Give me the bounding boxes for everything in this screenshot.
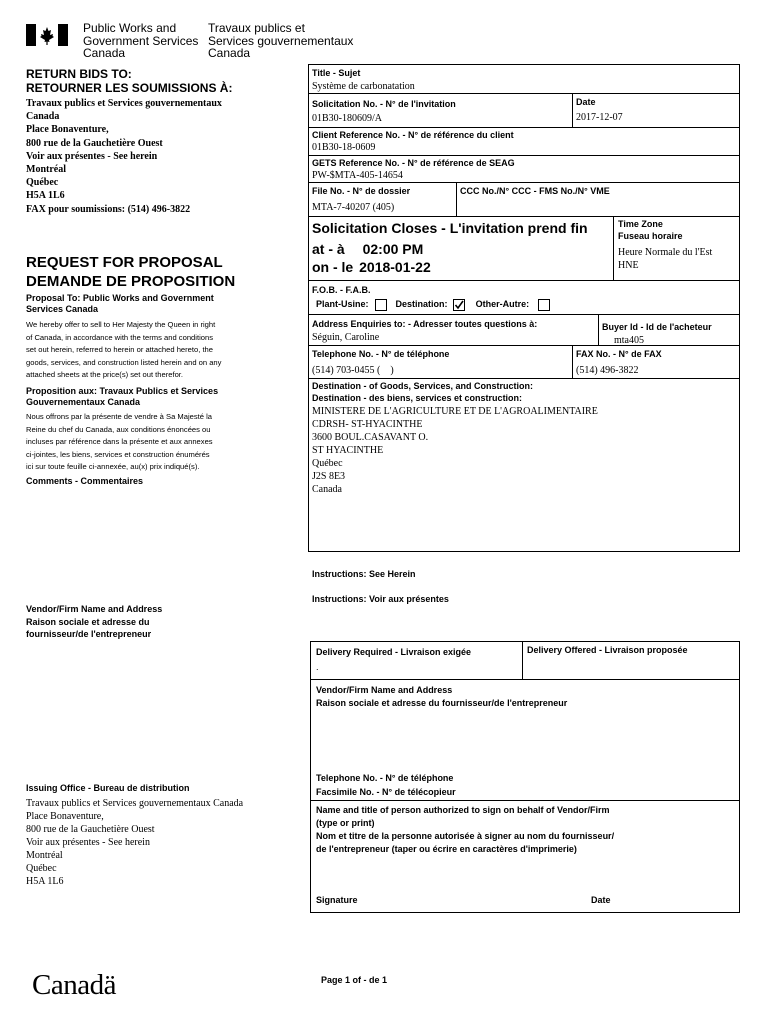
- instructions-en: Instructions: See Herein: [312, 569, 416, 579]
- delivery-offered-label: Delivery Offered - Livraison proposée: [527, 645, 688, 655]
- proposal-to-text: [26, 319, 221, 382]
- return-bids-title-en: RETURN BIDS TO:: [26, 67, 132, 81]
- client-reference-value: 01B30-18-0609: [312, 142, 376, 153]
- canada-flag-logo: [26, 24, 68, 46]
- dept-en-line: Government Services: [83, 33, 199, 48]
- destination-address: [312, 405, 598, 496]
- text-line: set out herein, referred to herein or attached hereto, the: [26, 345, 214, 354]
- signature-date-label: Date: [591, 895, 611, 905]
- text-line: goods, services, and construction listed herein and on any: [26, 357, 222, 367]
- telephone-label: Telephone No. - N° de téléphone: [312, 349, 450, 359]
- close-date-row: [312, 259, 431, 276]
- proposition-heading: [26, 386, 218, 408]
- heading-line: Services Canada: [26, 304, 99, 314]
- address-line: Montréal: [26, 164, 66, 176]
- return-bids-title-fr: RETOURNER LES SOUMISSIONS À:: [26, 81, 233, 95]
- text-line: of Canada, in accordance with the terms and conditions: [26, 332, 213, 342]
- on-label: on - le: [312, 259, 354, 275]
- auth-label-line: (type or print): [316, 818, 375, 828]
- text-line: ici sur toute feuille ci-annexée, au(x) prix indiqué(s).: [26, 462, 200, 471]
- destination-label-block: [312, 380, 533, 404]
- close-date-value: 2018-01-22: [359, 259, 431, 275]
- title-label: Title - Sujet: [312, 68, 361, 78]
- vendor-label-fr: fournisseur/de l'entrepreneur: [26, 629, 152, 639]
- address-line: Place Bonaventure,: [26, 124, 109, 136]
- text-line: Reine du chef du Canada, aux conditions énoncées ou: [26, 424, 211, 434]
- tz-line: Fuseau horaire: [618, 230, 683, 241]
- buyer-id-value: mta405: [614, 335, 644, 346]
- vendor-label-line: Raison sociale et adresse du fournisseur/de l'entrepreneur: [316, 697, 568, 708]
- delivery-required-value[interactable]: .: [316, 662, 319, 672]
- dept-fr-line: Travaux publics et: [208, 21, 305, 35]
- auth-label-line: de l'entrepreneur (taper ou écrire en caractères d'imprimerie): [316, 844, 577, 854]
- vendor-firm-label: [316, 684, 567, 709]
- rfp-title-fr: DEMANDE DE PROPOSITION: [26, 273, 236, 290]
- address-enquiries-label: Address Enquiries to: - Adresser toutes questions à:: [312, 319, 538, 329]
- tz-value-line: HNE: [618, 260, 639, 271]
- instructions-fr: Instructions: Voir aux présentes: [312, 594, 449, 604]
- dest-line: MINISTERE DE L'AGRICULTURE ET DE L'AGROALIMENTAIRE: [312, 406, 598, 417]
- heading-line: Gouvernementaux Canada: [26, 397, 141, 407]
- department-name-en: [83, 22, 198, 60]
- address-line: Québec: [26, 177, 59, 189]
- gets-reference-label: GETS Reference No. - N° de référence de SEAG: [312, 158, 515, 168]
- date-label: Date: [576, 97, 596, 107]
- date-value: 2017-12-07: [576, 112, 623, 123]
- address-line: Travaux publics et Services gouvernementaux Canada: [26, 798, 244, 809]
- dest-line: Canada: [312, 484, 342, 495]
- heading-line: Proposition aux: Travaux Publics et Services: [26, 386, 219, 396]
- address-line: Travaux publics et Services gouvernementaux: [26, 98, 222, 109]
- address-line: Voir aux présentes - See herein: [26, 150, 158, 162]
- other-label: Other-Autre:: [475, 299, 530, 309]
- address-enquiries-value: Séguin, Caroline: [312, 332, 380, 343]
- solicitation-no-value: 01B30-180609/A: [312, 113, 382, 124]
- phone-label-line: Telephone No. - N° de téléphone: [316, 773, 454, 783]
- dept-en-line: Public Works and: [83, 21, 177, 35]
- return-bids-heading: [26, 67, 232, 95]
- page-number: Page 1 of - de 1: [321, 975, 388, 985]
- signature-label: Signature: [316, 895, 358, 905]
- text-line: Nous offrons par la présente de vendre à Sa Majesté la: [26, 412, 213, 421]
- rfp-title: [26, 253, 235, 291]
- address-line: Québec: [26, 863, 57, 874]
- title-value: Système de carbonatation: [312, 81, 415, 92]
- telephone-value: (514) 703-0455 ( ): [312, 365, 394, 376]
- dept-fr-line: Services gouvernementaux: [208, 33, 354, 48]
- destination-checkbox[interactable]: [453, 299, 465, 311]
- other-checkbox[interactable]: [538, 299, 550, 311]
- dest-label-line: Destination - des biens, services et construction:: [312, 393, 523, 403]
- dest-line: ST HYACINTHE: [312, 445, 384, 456]
- tz-line: Time Zone: [618, 219, 663, 229]
- comments-label: Comments - Commentaires: [26, 476, 144, 486]
- fob-options: [316, 298, 550, 311]
- dest-line: Québec: [312, 458, 343, 469]
- dest-line: J2S 8E3: [312, 471, 346, 482]
- time-zone-value: [618, 246, 712, 272]
- time-zone-label: [618, 219, 683, 242]
- text-line: attached sheets at the price(s) set out therefor.: [26, 370, 184, 379]
- fax-value: (514) 496-3822: [576, 365, 639, 376]
- text-line: ci-jointes, les biens, services et construction énumérés: [26, 449, 210, 459]
- vendor-label-fr: Raison sociale et adresse du: [26, 616, 150, 627]
- auth-label-line: Name and title of person authorized to sign on behalf of Vendor/Firm: [316, 805, 610, 815]
- dept-en-line: Canada: [83, 46, 126, 60]
- proposition-text: [26, 411, 213, 474]
- close-time-row: [312, 241, 423, 258]
- department-name-fr: [208, 22, 353, 60]
- proposal-to-heading: [26, 293, 214, 315]
- heading-line: Proposal To: Public Works and Government: [26, 293, 214, 303]
- plant-label: Plant-Usine:: [316, 299, 369, 309]
- dept-fr-line: Canada: [208, 46, 251, 60]
- dest-line: CDRSH- ST-HYACINTHE: [312, 419, 423, 430]
- tz-value-line: Heure Normale du l'Est: [618, 247, 713, 258]
- delivery-required-label: Delivery Required - Livraison exigée: [316, 647, 472, 657]
- file-no-label: File No. - N° de dossier: [312, 186, 411, 196]
- solicitation-no-label: Solicitation No. - N° de l'invitation: [312, 99, 456, 109]
- auth-label-line: Nom et titre de la personne autorisée à signer au nom du fournisseur/: [316, 831, 615, 841]
- plant-checkbox[interactable]: [375, 299, 387, 311]
- buyer-id-label: Buyer Id - Id de l'acheteur: [602, 322, 712, 332]
- fax-label: FAX No. - N° de FAX: [576, 349, 662, 359]
- fob-label: F.O.B. - F.A.B.: [312, 285, 371, 295]
- address-line: 800 rue de la Gauchetière Ouest: [26, 137, 163, 149]
- address-line: Place Bonaventure,: [26, 811, 104, 822]
- client-reference-label: Client Reference No. - N° de référence du client: [312, 130, 514, 140]
- ccc-no-label: CCC No./N° CCC - FMS No./N° VME: [460, 186, 610, 196]
- solicitation-closes-label: Solicitation Closes - L'invitation prend fin: [312, 220, 588, 236]
- dest-line: 3600 BOUL.CASAVANT O.: [312, 432, 429, 443]
- destination-label: Destination:: [395, 299, 448, 309]
- address-line: H5A 1L6: [26, 876, 64, 887]
- return-bids-address: [26, 97, 222, 216]
- vendor-label-en: Vendor/Firm Name and Address: [26, 604, 163, 614]
- address-line: Canada: [26, 111, 60, 123]
- issuing-office-label: Issuing Office - Bureau de distribution: [26, 783, 190, 793]
- address-line: Voir aux présentes - See herein: [26, 837, 150, 848]
- at-label: at - à: [312, 241, 345, 257]
- issuing-office-address: [26, 797, 243, 888]
- fax-for-bids: FAX pour soumissions: (514) 496-3822: [26, 203, 191, 215]
- text-line: incluses par référence dans la présente et aux annexes: [26, 437, 213, 446]
- dest-label-line: Destination - of Goods, Services, and Construction:: [312, 381, 534, 391]
- address-line: H5A 1L6: [26, 190, 65, 202]
- address-line: 800 rue de la Gauchetière Ouest: [26, 824, 155, 835]
- authorized-signer-label: [316, 804, 614, 856]
- vendor-firm-left-label: [26, 603, 162, 641]
- close-time-value: 02:00 PM: [362, 241, 424, 257]
- file-no-value: MTA-7-40207 (405): [312, 202, 395, 213]
- fax-label-line: Facsimile No. - N° de télécopieur: [316, 787, 456, 797]
- text-line: We hereby offer to sell to Her Majesty the Queen in right: [26, 320, 216, 329]
- rfp-title-en: REQUEST FOR PROPOSAL: [26, 254, 223, 271]
- address-line: Montréal: [26, 850, 63, 861]
- checkmark-icon: [454, 300, 464, 310]
- canada-wordmark: Canadä: [32, 969, 116, 1001]
- vendor-label-line: Vendor/Firm Name and Address: [316, 685, 453, 695]
- vendor-phone-fax-label: [316, 771, 456, 799]
- gets-reference-value: PW-$MTA-405-14654: [312, 170, 403, 181]
